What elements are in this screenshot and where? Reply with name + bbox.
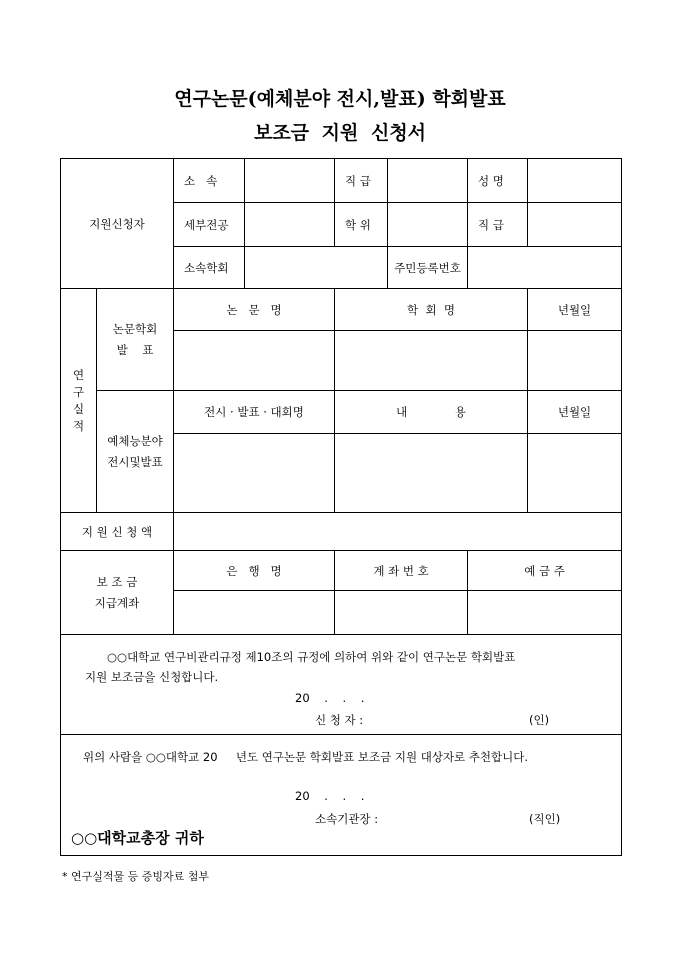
affiliation-label: 소 속 (174, 159, 245, 203)
paper-title-header: 논 문 명 (174, 289, 335, 331)
id-number-field[interactable] (468, 247, 622, 289)
research-section-text: 연 구 실 적 (72, 367, 85, 433)
account-holder-field[interactable] (468, 591, 622, 635)
recommendation-cell (61, 735, 622, 856)
paper-group-text: 논문학회 발 표 (112, 321, 158, 357)
degree-label: 학 위 (335, 203, 388, 247)
addressee: ○○대학교총장 귀하 (71, 829, 204, 847)
paper-title-field[interactable] (174, 331, 335, 391)
form-title-line1: 연구논문(예체분야 전시,발표) 학회발표 (174, 88, 506, 110)
bank-name-header: 은 행 명 (174, 551, 335, 591)
name-label: 성 명 (468, 159, 528, 203)
rank-field[interactable] (528, 203, 622, 247)
amount-field[interactable] (174, 513, 622, 551)
form-title-line2: 보조금 지원 신청서 (253, 122, 427, 144)
recommendation-text: 위의 사람을 ○○대학교 20 년도 연구논문 학회발표 보조금 지원 대상자로 추천합니다. (83, 750, 529, 764)
statement-cell (61, 635, 622, 735)
content-field[interactable] (335, 434, 528, 513)
position-field[interactable] (388, 159, 468, 203)
account-section-text: 보 조 금 지급계좌 (94, 574, 140, 610)
research-section-label (61, 289, 97, 513)
name-field[interactable] (528, 159, 622, 203)
account-holder-header: 예 금 주 (468, 551, 622, 591)
arts-date-header: 년월일 (528, 391, 622, 434)
arts-group-label (97, 391, 174, 513)
bank-name-field[interactable] (174, 591, 335, 635)
statement-date[interactable]: 20 . . . (295, 691, 365, 705)
event-name-field[interactable] (174, 434, 335, 513)
footnote: * 연구실적물 등 증빙자료 첨부 (62, 870, 209, 883)
statement-line1: ○○대학교 연구비관리규정 제10조의 규정에 의하여 위와 같이 연구논문 학회발표 (107, 650, 516, 664)
paper-group-label (97, 289, 174, 391)
official-seal: (직인) (529, 812, 561, 826)
degree-field[interactable] (388, 203, 468, 247)
account-number-header: 계 좌 번 호 (335, 551, 468, 591)
recommendation-date[interactable]: 20 . . . (295, 789, 365, 803)
id-number-label: 주민등록번호 (388, 247, 468, 289)
application-form-table (60, 158, 622, 856)
statement-seal: (인) (529, 713, 550, 727)
statement-line2: 지원 보조금을 신청합니다. (85, 670, 219, 684)
applicant-section-label: 지원신청자 (61, 159, 174, 289)
society-field[interactable] (245, 247, 388, 289)
content-header: 내 용 (335, 391, 528, 434)
major-label: 세부전공 (174, 203, 245, 247)
position-label: 직 급 (335, 159, 388, 203)
major-field[interactable] (245, 203, 335, 247)
account-section-label (61, 551, 174, 635)
society-name-field[interactable] (335, 331, 528, 391)
amount-label: 지 원 신 청 액 (61, 513, 174, 551)
statement-applicant-label: 신 청 자 : (315, 713, 364, 727)
event-name-header: 전시 · 발표 · 대회명 (174, 391, 335, 434)
paper-date-header: 년월일 (528, 289, 622, 331)
society-label: 소속학회 (174, 247, 245, 289)
arts-date-field[interactable] (528, 434, 622, 513)
arts-group-text: 예체능분야 전시및발표 (107, 433, 163, 469)
head-of-institution-label: 소속기관장 : (315, 812, 379, 826)
affiliation-field[interactable] (245, 159, 335, 203)
paper-date-field[interactable] (528, 331, 622, 391)
rank-label: 직 급 (468, 203, 528, 247)
society-name-header: 학 회 명 (335, 289, 528, 331)
account-number-field[interactable] (335, 591, 468, 635)
